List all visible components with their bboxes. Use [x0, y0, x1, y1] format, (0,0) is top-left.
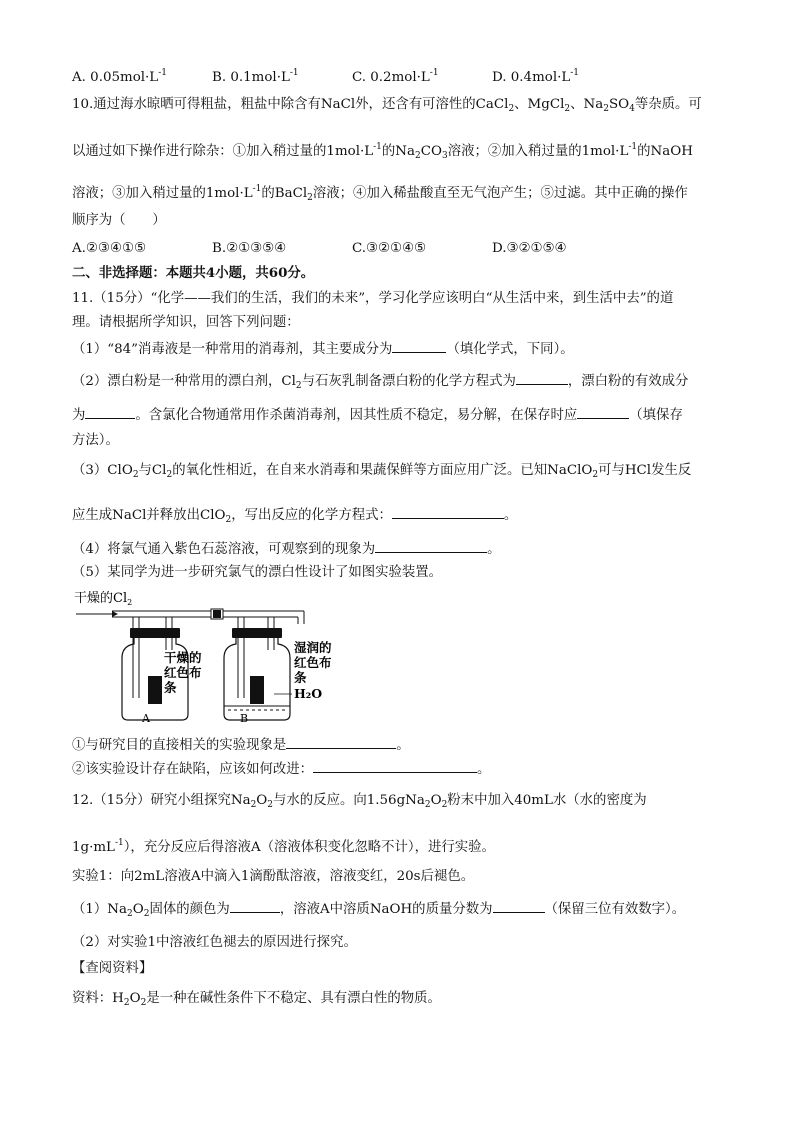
answer-blank[interactable] [493, 900, 545, 913]
q12-reference-title: 【查阅资料】 [72, 961, 153, 976]
bottle-a-label-3: 条 [164, 680, 177, 695]
q10-line-2: 以通过如下操作进行除杂：①加入稍过量的$1mol\cdot L^{-1}$的$Na_2CO_3$溶液；②加入稍过量的$1mol\cdot L^{-1}$的NaOH [72, 142, 693, 161]
q11-part-2-line-2: 为 。含氯化合物通常用作杀菌消毒剂，因其性质不稳定，易分解，在保存时应 （填保存 [72, 408, 683, 423]
q10-line-4: 顺序为（ ） [72, 213, 166, 228]
stopper-a [130, 628, 180, 638]
dry-cloth-strip [148, 676, 162, 704]
bottle-b-letter: B [240, 712, 249, 725]
bottle-a-label-2: 红色布 [164, 665, 202, 680]
q12-experiment-1: 实验1：向2mL溶液A中滴入1滴酚酞溶液，溶液变红，20s后褪色。 [72, 869, 475, 884]
q10-line-1: 10.通过海水晾晒可得粗盐，粗盐中除含有NaCl外，还含有可溶性的CaCl$_2$、MgCl$_2$、$Na_2SO_4$等杂质。可 [72, 97, 702, 114]
q11-part-3-line-2: 应生成NaCl并释放出ClO$_2$，写出反应的化学方程式： 。 [72, 508, 518, 525]
answer-blank[interactable] [516, 372, 568, 385]
arrow-head-icon [112, 611, 118, 617]
q11-sub-2: ②该实验设计存在缺陷，应该如何改进： 。 [72, 762, 491, 777]
answer-blank[interactable] [392, 506, 504, 519]
q10-option-d: D.③②①⑤④ [492, 241, 567, 256]
q11-intro-2: 理。请根据所学知识，回答下列问题： [72, 315, 300, 330]
answer-blank[interactable] [375, 540, 487, 553]
answer-blank[interactable] [392, 340, 446, 353]
q11-part-5: （5）某同学为进一步研究氯气的漂白性设计了如图实验装置。 [72, 565, 443, 580]
bottle-a-letter: A [142, 712, 150, 725]
water-label: H₂O [294, 686, 323, 701]
q10-option-a: A.②③④①⑤ [72, 241, 146, 256]
q10-option-c: C.③②①④⑤ [352, 241, 427, 256]
q9-option-d: D. $0.4mol\cdot L^{-1}$ [492, 68, 580, 85]
wet-cloth-strip [250, 676, 264, 704]
q10-option-b: B.②①③⑤④ [212, 241, 287, 256]
q11-part-1: （1）“84”消毒液是一种常用的消毒剂，其主要成分为 （填化学式，下同）。 [72, 342, 574, 357]
answer-blank[interactable] [286, 736, 396, 749]
q11-part-2-line-3: 方法）。 [72, 433, 119, 448]
bottle-b-label-3: 条 [294, 670, 307, 685]
q12-part-2: （2）对实验1中溶液红色褪去的原因进行探究。 [72, 935, 357, 950]
q11-sub-1: ①与研究目的直接相关的实验现象是 。 [72, 738, 410, 753]
q11-part-2-line-1: （2）漂白粉是一种常用的漂白剂，$Cl_2$与石灰乳制备漂白粉的化学方程式为 ，漂白粉的有效成分 [72, 374, 689, 391]
q11-part-3-line-1: （3）ClO$_2$与$Cl_2$的氧化性相近，在自来水消毒和果蔬保鲜等方面应用广泛。已知NaClO$_2$可与HCl发生反 [72, 463, 692, 480]
q11-intro-1: 11.（15分）“化学——我们的生活，我们的未来”，学习化学应该明白“从生活中来，到生活中去”的道 [72, 291, 674, 306]
stopper-b [232, 628, 282, 638]
bottle-b-label-2: 红色布 [294, 655, 332, 670]
q11-part-4: （4）将氯气通入紫色石蕊溶液，可观察到的现象为 。 [72, 542, 501, 557]
q12-line-2: $1g\cdot mL^{-1}$），充分反应后得溶液A（溶液体积变化忽略不计），进行实验。 [72, 838, 495, 855]
answer-blank[interactable] [230, 900, 280, 913]
q12-reference-text: 资料：$H_2O_2$是一种在碱性条件下不稳定、具有漂白性的物质。 [72, 991, 441, 1008]
q10-line-3: 溶液；③加入稍过量的$1mol\cdot L^{-1}$的BaCl$_2$溶液；④加入稀盐酸直至无气泡产生；⑤过滤。其中正确的操作 [72, 184, 688, 203]
answer-blank[interactable] [85, 406, 135, 419]
q9-option-b: B. $0.1mol\cdot L^{-1}$ [212, 68, 299, 85]
apparatus-diagram [72, 590, 342, 726]
answer-blank[interactable] [577, 406, 629, 419]
answer-blank[interactable] [313, 760, 477, 773]
q9-option-c: C. $0.2mol\cdot L^{-1}$ [352, 68, 439, 85]
inlet-label: 干燥的$Cl_2$ [74, 591, 133, 607]
q12-line-1: 12.（15分）研究小组探究$Na_2O_2$与水的反应。向$1.56gNa_2O_2$粉末中加入40mL水（水的密度为 [72, 793, 647, 810]
bottle-b-label-1: 湿润的 [294, 640, 332, 655]
section-2-heading: 二、非选择题：本题共4小题，共60分。 [72, 265, 315, 281]
bottle-a-label-1: 干燥的 [164, 650, 202, 665]
q9-option-a: A. $0.05mol\cdot L^{-1}$ [72, 68, 167, 85]
q12-part-1: $(1)Na_2O_2$固体的颜色为 ，溶液A中溶质NaOH的质量分数为 （保留三位有效数字）。 [72, 902, 686, 919]
